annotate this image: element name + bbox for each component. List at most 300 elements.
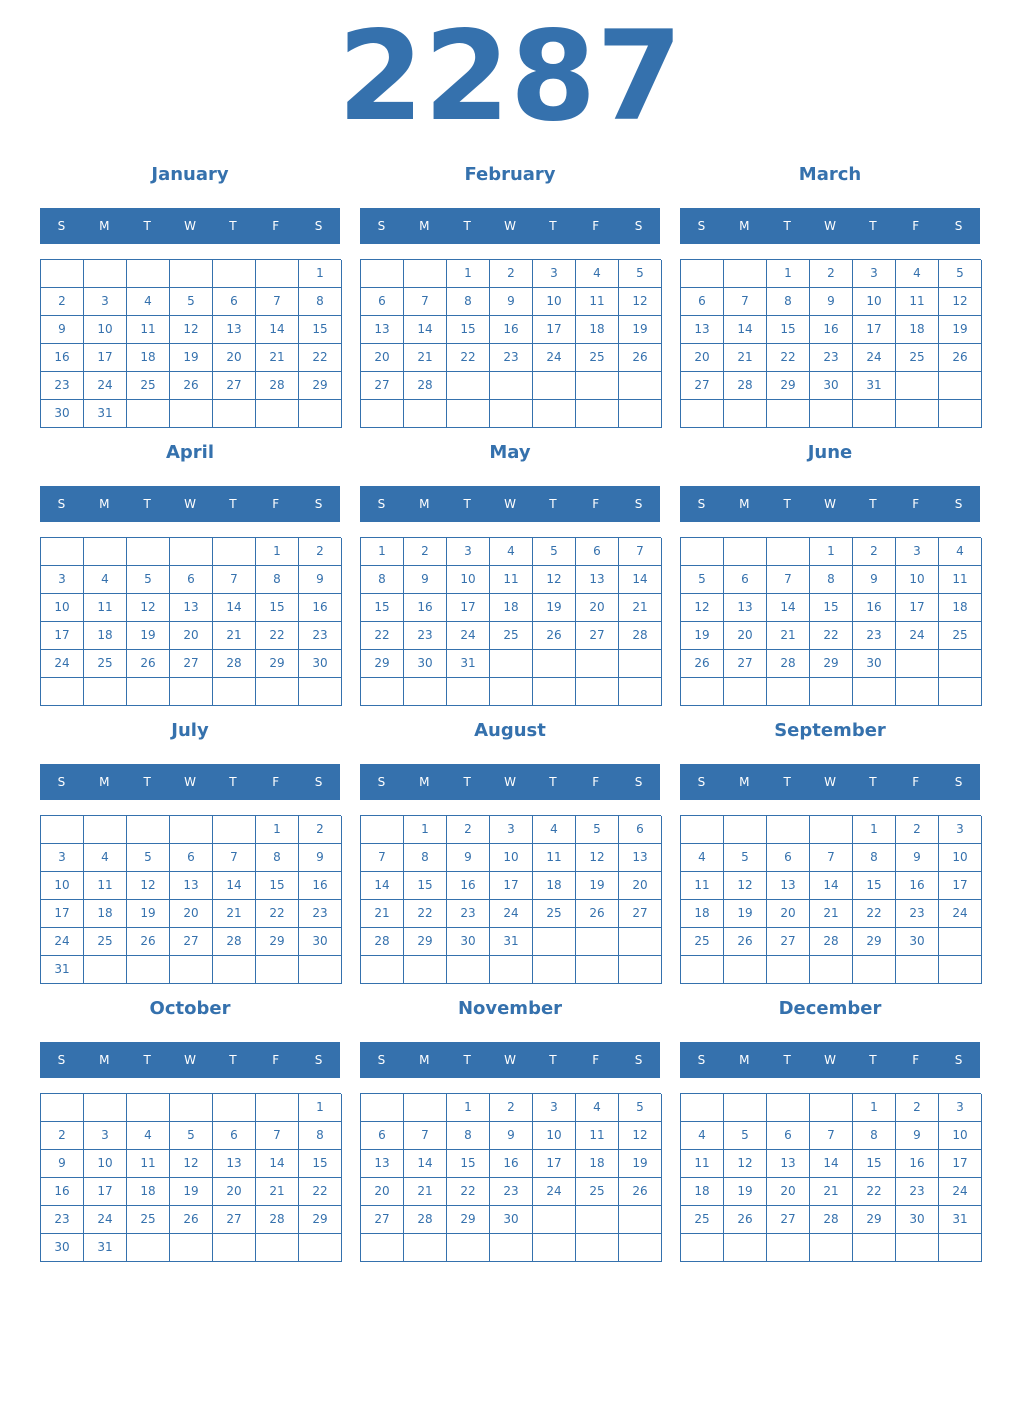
day-cell: 15 <box>256 594 299 622</box>
day-cell: 14 <box>619 566 662 594</box>
day-cell: 1 <box>767 260 810 288</box>
day-cell: 3 <box>490 816 533 844</box>
day-cell: 10 <box>447 566 490 594</box>
day-cell: 26 <box>724 1206 767 1234</box>
weekday-label: T <box>869 219 877 233</box>
day-cell: 3 <box>447 538 490 566</box>
month-title: January <box>151 164 229 185</box>
day-cell: 20 <box>361 344 404 372</box>
empty-day-cell <box>213 260 256 288</box>
empty-day-cell <box>361 816 404 844</box>
day-cell: 14 <box>404 316 447 344</box>
empty-day-cell <box>299 956 342 984</box>
weekday-label: T <box>229 497 237 511</box>
day-cell: 27 <box>767 1206 810 1234</box>
day-cell: 14 <box>810 872 853 900</box>
empty-day-cell <box>533 650 576 678</box>
day-cell: 7 <box>213 566 256 594</box>
day-cell: 10 <box>41 594 84 622</box>
weekday-label: W <box>824 1053 836 1067</box>
day-cell: 14 <box>213 872 256 900</box>
weekday-label: M <box>419 775 430 789</box>
day-cell: 18 <box>127 1178 170 1206</box>
empty-day-cell <box>619 1206 662 1234</box>
day-cell: 15 <box>447 316 490 344</box>
empty-day-cell <box>447 400 490 428</box>
day-cell: 2 <box>896 816 939 844</box>
empty-day-cell <box>896 372 939 400</box>
day-cell: 24 <box>939 900 982 928</box>
day-cell: 1 <box>853 816 896 844</box>
day-cell: 21 <box>810 1178 853 1206</box>
day-cell: 2 <box>490 260 533 288</box>
day-cell: 27 <box>170 928 213 956</box>
day-cell: 26 <box>724 928 767 956</box>
day-cell: 11 <box>84 594 127 622</box>
day-cell: 6 <box>170 566 213 594</box>
weekday-label: F <box>592 775 600 789</box>
weekday-label: S <box>314 497 323 511</box>
day-cell: 9 <box>853 566 896 594</box>
day-cell: 16 <box>41 344 84 372</box>
day-cell: 15 <box>810 594 853 622</box>
day-cell: 23 <box>896 1178 939 1206</box>
weekday-label: T <box>549 775 557 789</box>
day-cell: 12 <box>170 316 213 344</box>
day-cell: 19 <box>619 1150 662 1178</box>
day-cell: 24 <box>533 1178 576 1206</box>
weekday-label: S <box>57 497 66 511</box>
day-cell: 4 <box>490 538 533 566</box>
weekday-label: T <box>143 775 151 789</box>
day-cell: 19 <box>533 594 576 622</box>
day-cell: 19 <box>127 622 170 650</box>
day-cell: 25 <box>84 928 127 956</box>
day-cell: 16 <box>896 872 939 900</box>
day-cell: 17 <box>447 594 490 622</box>
weekday-label: F <box>272 1053 280 1067</box>
empty-day-cell <box>767 538 810 566</box>
month-title: September <box>774 720 886 741</box>
weekday-label: F <box>272 219 280 233</box>
weekday-label: M <box>99 219 110 233</box>
day-cell: 5 <box>619 1094 662 1122</box>
day-cell: 16 <box>490 1150 533 1178</box>
day-cell: 31 <box>84 400 127 428</box>
day-cell: 15 <box>256 872 299 900</box>
day-cell: 21 <box>767 622 810 650</box>
day-cell: 5 <box>724 844 767 872</box>
day-cell: 26 <box>127 650 170 678</box>
weekday-label: M <box>419 219 430 233</box>
day-cell: 15 <box>361 594 404 622</box>
empty-day-cell <box>84 538 127 566</box>
day-cell: 19 <box>127 900 170 928</box>
day-cell: 14 <box>256 1150 299 1178</box>
day-cell: 22 <box>361 622 404 650</box>
weekday-label: S <box>954 1053 963 1067</box>
day-grid <box>360 815 661 984</box>
day-cell: 21 <box>361 900 404 928</box>
day-cell: 19 <box>576 872 619 900</box>
day-cell: 4 <box>681 1122 724 1150</box>
weekday-label: S <box>634 219 643 233</box>
empty-day-cell <box>127 1094 170 1122</box>
weekday-header <box>40 1042 340 1078</box>
empty-day-cell <box>724 400 767 428</box>
day-cell: 1 <box>256 816 299 844</box>
empty-day-cell <box>619 372 662 400</box>
day-cell: 2 <box>896 1094 939 1122</box>
day-cell: 20 <box>767 900 810 928</box>
day-cell: 28 <box>256 1206 299 1234</box>
day-cell: 14 <box>361 872 404 900</box>
month-title: August <box>474 720 546 741</box>
weekday-header <box>40 486 340 522</box>
day-cell: 28 <box>767 650 810 678</box>
empty-day-cell <box>853 956 896 984</box>
weekday-header <box>360 208 660 244</box>
day-cell: 6 <box>619 816 662 844</box>
empty-day-cell <box>576 372 619 400</box>
empty-day-cell <box>533 678 576 706</box>
day-cell: 13 <box>170 872 213 900</box>
day-cell: 17 <box>939 1150 982 1178</box>
day-grid <box>40 815 341 984</box>
day-grid <box>40 1093 341 1262</box>
weekday-label: M <box>739 497 750 511</box>
empty-day-cell <box>724 1234 767 1262</box>
empty-day-cell <box>41 538 84 566</box>
empty-day-cell <box>84 956 127 984</box>
empty-day-cell <box>299 1234 342 1262</box>
day-cell: 27 <box>681 372 724 400</box>
day-cell: 7 <box>361 844 404 872</box>
day-cell: 12 <box>619 288 662 316</box>
day-cell: 30 <box>490 1206 533 1234</box>
day-cell: 20 <box>213 344 256 372</box>
day-cell: 17 <box>41 900 84 928</box>
day-cell: 10 <box>84 1150 127 1178</box>
weekday-label: F <box>912 775 920 789</box>
empty-day-cell <box>213 1234 256 1262</box>
day-cell: 27 <box>170 650 213 678</box>
day-cell: 23 <box>490 344 533 372</box>
empty-day-cell <box>170 400 213 428</box>
weekday-label: S <box>697 219 706 233</box>
empty-day-cell <box>84 816 127 844</box>
empty-day-cell <box>256 260 299 288</box>
empty-day-cell <box>939 400 982 428</box>
day-cell: 21 <box>810 900 853 928</box>
day-cell: 31 <box>447 650 490 678</box>
day-cell: 21 <box>256 1178 299 1206</box>
day-cell: 2 <box>299 816 342 844</box>
empty-day-cell <box>213 1094 256 1122</box>
day-cell: 8 <box>853 844 896 872</box>
weekday-label: S <box>634 1053 643 1067</box>
day-cell: 24 <box>896 622 939 650</box>
weekday-label: F <box>912 219 920 233</box>
day-cell: 16 <box>896 1150 939 1178</box>
weekday-label: M <box>739 1053 750 1067</box>
empty-day-cell <box>361 678 404 706</box>
day-cell: 25 <box>84 650 127 678</box>
day-cell: 24 <box>447 622 490 650</box>
day-cell: 23 <box>810 344 853 372</box>
weekday-header <box>680 486 980 522</box>
day-cell: 3 <box>41 566 84 594</box>
empty-day-cell <box>361 1094 404 1122</box>
day-cell: 17 <box>490 872 533 900</box>
day-cell: 13 <box>724 594 767 622</box>
weekday-header <box>40 208 340 244</box>
day-cell: 24 <box>41 928 84 956</box>
empty-day-cell <box>170 538 213 566</box>
day-cell: 20 <box>619 872 662 900</box>
day-cell: 28 <box>619 622 662 650</box>
day-cell: 19 <box>939 316 982 344</box>
empty-day-cell <box>619 650 662 678</box>
day-cell: 10 <box>490 844 533 872</box>
day-cell: 12 <box>127 594 170 622</box>
empty-day-cell <box>681 1234 724 1262</box>
day-cell: 24 <box>84 1206 127 1234</box>
day-cell: 22 <box>256 900 299 928</box>
day-cell: 22 <box>404 900 447 928</box>
weekday-label: W <box>184 497 196 511</box>
day-cell: 2 <box>853 538 896 566</box>
day-cell: 15 <box>767 316 810 344</box>
day-cell: 3 <box>84 1122 127 1150</box>
day-cell: 14 <box>767 594 810 622</box>
day-cell: 1 <box>256 538 299 566</box>
day-cell: 2 <box>404 538 447 566</box>
empty-day-cell <box>767 400 810 428</box>
empty-day-cell <box>84 260 127 288</box>
day-cell: 7 <box>256 1122 299 1150</box>
day-cell: 28 <box>256 372 299 400</box>
day-cell: 2 <box>490 1094 533 1122</box>
day-cell: 13 <box>767 872 810 900</box>
day-cell: 18 <box>533 872 576 900</box>
empty-day-cell <box>404 1094 447 1122</box>
day-cell: 12 <box>127 872 170 900</box>
empty-day-cell <box>256 1234 299 1262</box>
month-title: December <box>778 998 882 1019</box>
weekday-header <box>680 764 980 800</box>
day-cell: 25 <box>127 372 170 400</box>
day-cell: 27 <box>361 372 404 400</box>
day-cell: 20 <box>576 594 619 622</box>
day-cell: 7 <box>810 1122 853 1150</box>
day-cell: 5 <box>170 288 213 316</box>
weekday-label: M <box>739 775 750 789</box>
weekday-label: T <box>143 497 151 511</box>
weekday-label: T <box>229 219 237 233</box>
empty-day-cell <box>681 816 724 844</box>
empty-day-cell <box>447 1234 490 1262</box>
empty-day-cell <box>170 260 213 288</box>
day-cell: 14 <box>724 316 767 344</box>
day-cell: 11 <box>896 288 939 316</box>
weekday-label: F <box>592 497 600 511</box>
day-cell: 1 <box>447 1094 490 1122</box>
day-cell: 4 <box>533 816 576 844</box>
day-cell: 29 <box>299 1206 342 1234</box>
day-cell: 5 <box>127 844 170 872</box>
day-cell: 12 <box>619 1122 662 1150</box>
day-cell: 19 <box>724 900 767 928</box>
day-cell: 18 <box>127 344 170 372</box>
weekday-label: T <box>549 219 557 233</box>
empty-day-cell <box>724 678 767 706</box>
day-cell: 30 <box>810 372 853 400</box>
weekday-label: S <box>697 497 706 511</box>
weekday-label: F <box>912 1053 920 1067</box>
empty-day-cell <box>404 1234 447 1262</box>
day-cell: 22 <box>299 344 342 372</box>
month-title: May <box>489 442 531 463</box>
day-cell: 1 <box>810 538 853 566</box>
day-grid <box>360 1093 661 1262</box>
empty-day-cell <box>767 1234 810 1262</box>
weekday-header <box>680 1042 980 1078</box>
day-cell: 31 <box>41 956 84 984</box>
weekday-label: S <box>377 775 386 789</box>
day-cell: 3 <box>533 260 576 288</box>
day-cell: 7 <box>404 1122 447 1150</box>
weekday-label: S <box>377 219 386 233</box>
day-cell: 15 <box>299 1150 342 1178</box>
day-cell: 13 <box>213 316 256 344</box>
day-cell: 19 <box>170 1178 213 1206</box>
day-cell: 23 <box>896 900 939 928</box>
day-cell: 23 <box>299 900 342 928</box>
day-cell: 26 <box>619 344 662 372</box>
day-cell: 17 <box>41 622 84 650</box>
empty-day-cell <box>939 650 982 678</box>
day-cell: 26 <box>170 1206 213 1234</box>
empty-day-cell <box>724 538 767 566</box>
empty-day-cell <box>213 400 256 428</box>
empty-day-cell <box>170 956 213 984</box>
empty-day-cell <box>361 956 404 984</box>
day-cell: 5 <box>724 1122 767 1150</box>
empty-day-cell <box>170 1094 213 1122</box>
day-cell: 13 <box>361 316 404 344</box>
day-cell: 6 <box>724 566 767 594</box>
day-cell: 27 <box>767 928 810 956</box>
empty-day-cell <box>447 372 490 400</box>
day-cell: 27 <box>724 650 767 678</box>
day-cell: 28 <box>404 1206 447 1234</box>
weekday-label: T <box>869 497 877 511</box>
empty-day-cell <box>767 678 810 706</box>
empty-day-cell <box>256 678 299 706</box>
day-cell: 21 <box>724 344 767 372</box>
empty-day-cell <box>619 956 662 984</box>
weekday-label: T <box>463 775 471 789</box>
day-cell: 15 <box>404 872 447 900</box>
day-cell: 30 <box>41 1234 84 1262</box>
day-cell: 14 <box>810 1150 853 1178</box>
day-cell: 10 <box>939 844 982 872</box>
empty-day-cell <box>619 400 662 428</box>
empty-day-cell <box>213 816 256 844</box>
day-cell: 1 <box>361 538 404 566</box>
day-cell: 22 <box>767 344 810 372</box>
day-cell: 27 <box>576 622 619 650</box>
day-cell: 11 <box>681 872 724 900</box>
day-cell: 9 <box>490 288 533 316</box>
day-cell: 26 <box>127 928 170 956</box>
day-cell: 10 <box>84 316 127 344</box>
weekday-label: M <box>99 497 110 511</box>
day-cell: 18 <box>681 900 724 928</box>
day-cell: 10 <box>853 288 896 316</box>
day-cell: 26 <box>681 650 724 678</box>
month-title: April <box>165 442 215 463</box>
empty-day-cell <box>939 1234 982 1262</box>
day-cell: 16 <box>447 872 490 900</box>
day-cell: 8 <box>361 566 404 594</box>
weekday-label: S <box>954 775 963 789</box>
empty-day-cell <box>896 956 939 984</box>
day-cell: 29 <box>810 650 853 678</box>
empty-day-cell <box>533 372 576 400</box>
day-cell: 13 <box>767 1150 810 1178</box>
day-cell: 11 <box>490 566 533 594</box>
day-cell: 27 <box>361 1206 404 1234</box>
month-title: November <box>457 998 563 1019</box>
weekday-label: S <box>634 497 643 511</box>
weekday-label: T <box>869 1053 877 1067</box>
weekday-label: S <box>697 775 706 789</box>
weekday-label: S <box>954 219 963 233</box>
day-cell: 10 <box>533 1122 576 1150</box>
day-cell: 3 <box>84 288 127 316</box>
day-cell: 6 <box>767 1122 810 1150</box>
day-cell: 7 <box>724 288 767 316</box>
day-cell: 8 <box>404 844 447 872</box>
day-cell: 29 <box>256 928 299 956</box>
empty-day-cell <box>41 1094 84 1122</box>
empty-day-cell <box>127 400 170 428</box>
day-cell: 16 <box>853 594 896 622</box>
day-cell: 18 <box>576 316 619 344</box>
weekday-label: T <box>783 775 791 789</box>
day-cell: 24 <box>853 344 896 372</box>
day-cell: 26 <box>939 344 982 372</box>
day-cell: 22 <box>810 622 853 650</box>
weekday-label: T <box>783 1053 791 1067</box>
day-cell: 20 <box>681 344 724 372</box>
empty-day-cell <box>299 400 342 428</box>
day-cell: 13 <box>681 316 724 344</box>
empty-day-cell <box>213 956 256 984</box>
day-cell: 5 <box>533 538 576 566</box>
day-cell: 12 <box>724 1150 767 1178</box>
day-cell: 3 <box>41 844 84 872</box>
day-cell: 3 <box>533 1094 576 1122</box>
year-title: 2287 <box>337 5 683 149</box>
empty-day-cell <box>576 928 619 956</box>
day-cell: 25 <box>681 928 724 956</box>
day-cell: 4 <box>84 844 127 872</box>
empty-day-cell <box>576 650 619 678</box>
day-cell: 21 <box>404 344 447 372</box>
